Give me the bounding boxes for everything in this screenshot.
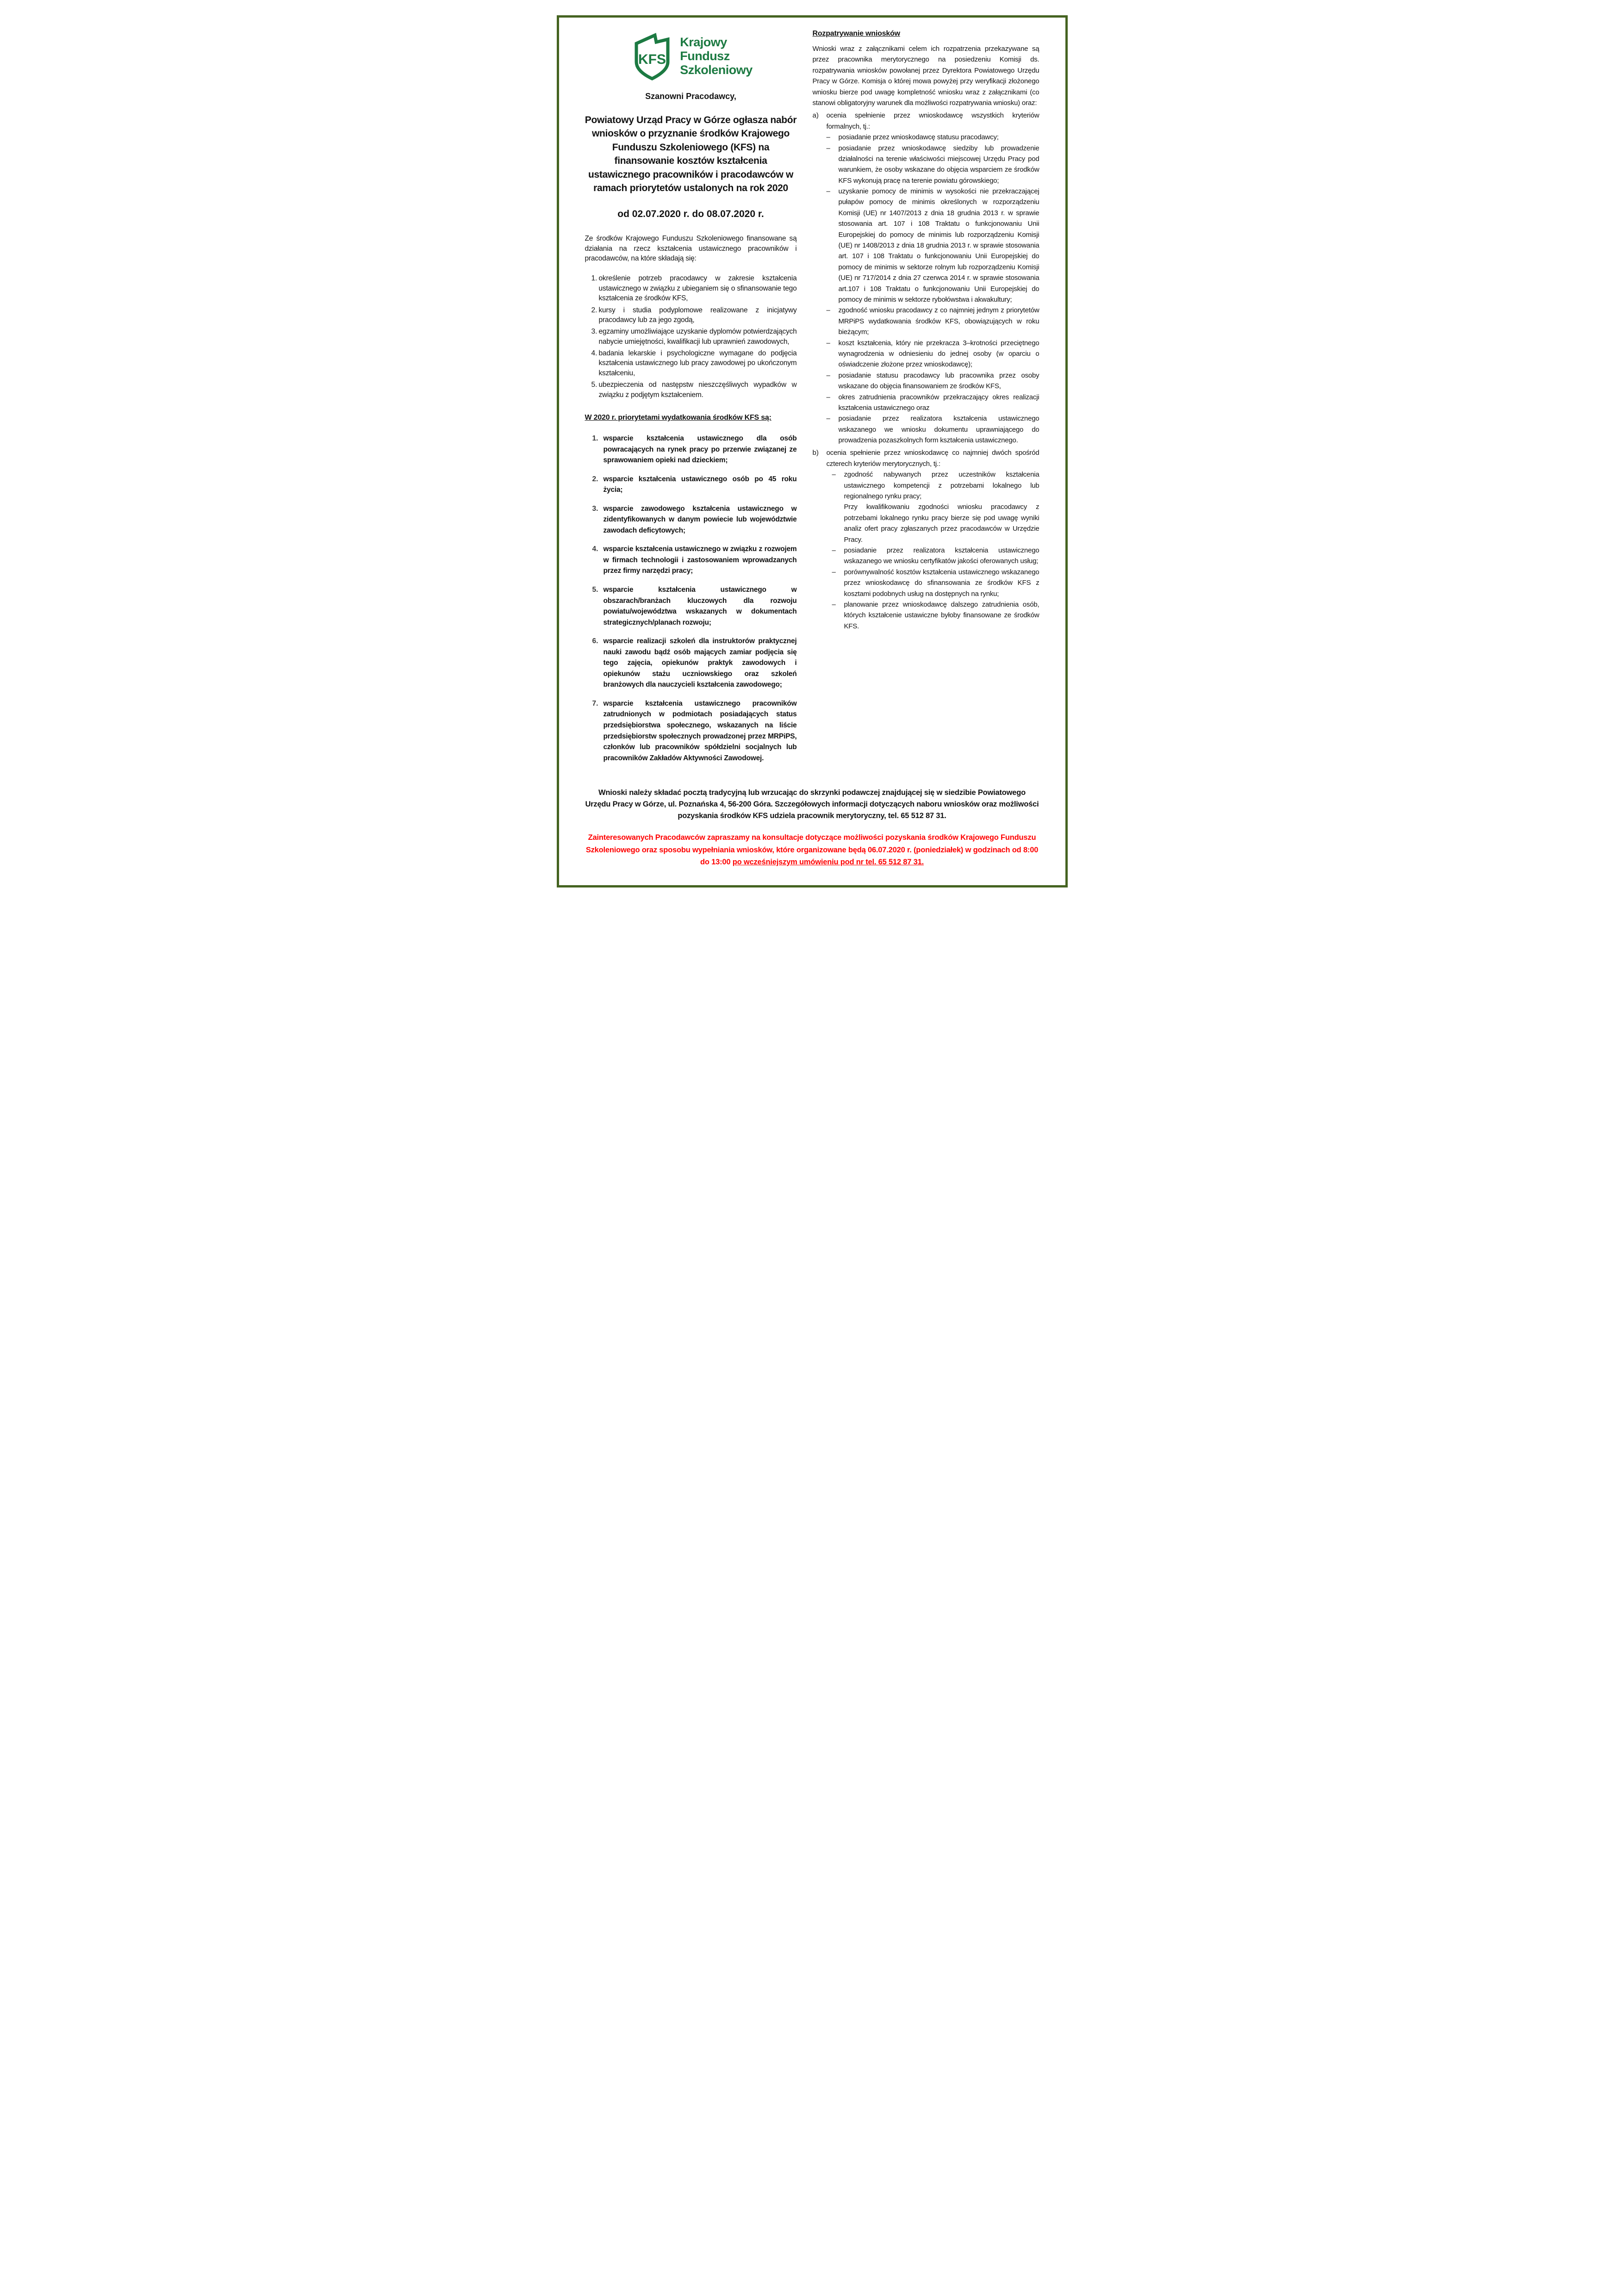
list-item-text: określenie potrzeb pracodawcy w zakresie kształcenia ustawicznego w związku z ubieganiem się o sfinansowanie tego kształcenia ze środków KFS, bbox=[598, 274, 797, 303]
priority-item bbox=[585, 698, 797, 763]
criteria-group-a bbox=[813, 110, 1039, 132]
priority-item bbox=[585, 503, 797, 536]
formal-criterion-item bbox=[827, 370, 1039, 392]
list-item-text: wsparcie kształcenia ustawicznego pracowników zatrudnionych w podmiotach posiadających status przedsiębiorstwa społecznego, wskazanych na liście przedsiębiorstw społecznych prowadzonej przez MRPiPS, członków lub pracowników spółdzielni socjalnych lub pracowników Zakładów Aktywności Zawodowej. bbox=[603, 699, 797, 762]
priority-item bbox=[585, 584, 797, 628]
formal-criterion-item bbox=[827, 186, 1039, 305]
left-intro-paragraph: Ze środków Krajowego Funduszu Szkoleniowego finansowane są działania na rzecz kształcenia ustawicznego pracowników i pracodawców, na które składają się: bbox=[585, 235, 797, 263]
dash-marker: – bbox=[826, 187, 830, 196]
dash-marker: – bbox=[826, 306, 830, 315]
logo-word-1: Krajowy bbox=[680, 35, 727, 50]
list-item-text: wsparcie kształcenia ustawicznego w związku z rozwojem w firmach technologii i zastosowaniem wprowadzanych przez firmy narzędzi pracy; bbox=[603, 545, 797, 575]
list-item-number: 4. bbox=[592, 545, 598, 553]
criterion-text-wrap bbox=[844, 567, 1039, 599]
priority-item bbox=[585, 433, 797, 466]
list-item-text: wsparcie kształcenia ustawicznego osób po 45 roku życia; bbox=[603, 475, 797, 494]
priority-item bbox=[585, 636, 797, 690]
criterion-text: uzyskanie pomocy de minimis w wysokości nie przekraczającej pułapów pomocy de minimis określonych w rozporządzeniu Komisji (UE) nr 1407/2013 z dnia 18 grudnia 2013 r. w sprawie stosowania art. 107 i 108 Traktatu o funkcjonowaniu Unii Europejskiej do pomocy de minimis lub rozporządzeniu Komisji (UE) nr 1408/2013 z dnia 18 grudnia 2013 r. w sprawie stosowania art. 107 i 108 Traktatu o funkcjonowaniu Unii Europejskiej do pomocy de minimis w sektorze rolnym lub rozporządzeniu Komisji (UE) nr 717/2014 z dnia 27 czerwca 2014 r. w sprawie stosowania art.107 i 108 Traktatu o funkcjonowaniu Unii Europejskiej do pomocy de minimis w sektorze rybołówstwa i akwakultury; bbox=[838, 187, 1039, 304]
list-item-text: wsparcie realizacji szkoleń dla instruktorów praktycznej nauki zawodu bądź osób mających zamiar podjęcia się tego zajęcia, opiekunów praktyk zawodowych i opiekunów stażu uczniowskiego oraz szkoleń branżowych dla nauczycieli kształcenia zawodowego; bbox=[603, 637, 797, 689]
list-item-text: ubezpieczenia od następstw nieszczęśliwych wypadków w związku z podjętym kształceniem. bbox=[598, 381, 797, 399]
dash-marker: – bbox=[826, 339, 830, 347]
criteria-group-b-label: b) bbox=[812, 449, 819, 457]
kfs-logo-wordmark bbox=[680, 36, 753, 77]
logo-word-3: Szkoleniowy bbox=[680, 62, 753, 77]
formal-criterion-item bbox=[827, 413, 1039, 446]
formal-criterion-item bbox=[827, 305, 1039, 337]
kfs-action-item bbox=[585, 380, 797, 400]
criterion-text-wrap bbox=[839, 305, 1039, 337]
consultation-invite-underlined: po wcześniejszym umówieniu pod nr tel. 65 512 87 31. bbox=[732, 858, 924, 867]
formal-criterion-item bbox=[827, 338, 1039, 370]
criterion-text-wrap bbox=[839, 370, 1039, 392]
criterion-text: zgodność nabywanych przez uczestników kształcenia ustawicznego kompetencji z potrzebami lokalnego lub regionalnego rynku pracy; bbox=[844, 471, 1039, 501]
kfs-action-item bbox=[585, 327, 797, 347]
list-item-text: wsparcie zawodowego kształcenia ustawicznego w zidentyfikowanych w danym powiecie lub województwie zawodach deficytowych; bbox=[603, 504, 797, 534]
criterion-note: Przy kwalifikowaniu zgodności wniosku pracodawcy z potrzebami lokalnego rynku pracy bierze się pod uwagę wyniki analiz ofert pracy zgłaszanych przez pracodawców w Urzędzie Pracy. bbox=[844, 503, 1039, 544]
criterion-text-wrap bbox=[839, 186, 1039, 305]
list-item-text: badania lekarskie i psychologiczne wymagane do podjęcia kształcenia ustawicznego lub pracy zawodowej po ukończonym kształceniu, bbox=[598, 349, 797, 377]
kfs-action-item bbox=[585, 348, 797, 378]
kfs-action-item bbox=[585, 273, 797, 303]
criterion-text: koszt kształcenia, który nie przekracza 3–krotności przeciętnego wynagrodzenia w odniesieniu do jednej osoby (w oparciu o oświadczenie złożone przez wnioskodawcę); bbox=[838, 339, 1039, 369]
criterion-text: posiadanie przez realizatora kształcenia ustawicznego wskazanego we wniosku dokumentu uprawniającego do prowadzenia pozaszkolnych form kształcenia ustawicznego. bbox=[838, 415, 1039, 445]
merit-criterion-item bbox=[832, 567, 1039, 599]
two-column-layout bbox=[585, 30, 1039, 771]
criterion-text-wrap bbox=[839, 338, 1039, 370]
criterion-text: posiadanie statusu pracodawcy lub pracownika przez osoby wskazane do objęcia finansowaniem ze środków KFS, bbox=[838, 371, 1039, 391]
dash-marker: – bbox=[832, 546, 836, 554]
criterion-text: porównywalność kosztów kształcenia ustawicznego wskazanego przez wnioskodawcę do sfinansowania ze środków KFS z kosztami podobnych usług na dostępnych na rynku; bbox=[844, 568, 1039, 598]
criterion-text: posiadanie przez realizatora kształcenia ustawicznego wskazanego we wniosku certyfikatów jakości oferowanych usług; bbox=[844, 546, 1039, 565]
page-green-frame bbox=[557, 15, 1068, 887]
priorities-list bbox=[585, 433, 797, 763]
list-item-number: 4. bbox=[591, 349, 597, 358]
criterion-text-wrap bbox=[839, 132, 1039, 143]
criterion-text-wrap bbox=[839, 413, 1039, 446]
criterion-text: posiadanie przez wnioskodawcę siedziby lub prowadzenie działalności na terenie właściwości miejscowej Urzędu Pracy pod warunkiem, że osoby wskazane do objęcia wsparciem ze środków KFS wykonują pracę na terenie powiatu górowskiego; bbox=[838, 144, 1039, 185]
kfs-shield-icon bbox=[629, 32, 673, 81]
list-item-number: 2. bbox=[591, 306, 597, 314]
priority-item bbox=[585, 544, 797, 577]
criterion-text-wrap bbox=[839, 143, 1039, 186]
formal-criterion-item bbox=[827, 143, 1039, 186]
dash-marker: – bbox=[826, 393, 830, 401]
formal-criteria-list bbox=[813, 132, 1039, 446]
list-item-text: wsparcie kształcenia ustawicznego w obszarach/branżach kluczowych dla rozwoju powiatu/województwa wskazanych w dokumentach strategicznych/planach rozwoju; bbox=[603, 585, 797, 627]
dash-marker: – bbox=[826, 144, 830, 152]
priorities-header: W 2020 r. priorytetami wydatkowania środków KFS są: bbox=[585, 413, 772, 422]
criterion-text-wrap bbox=[844, 469, 1039, 545]
formal-criterion-item bbox=[827, 392, 1039, 414]
kfs-shield-abbr: KFS bbox=[638, 52, 666, 67]
dash-marker: – bbox=[826, 415, 830, 423]
dash-marker: – bbox=[832, 568, 836, 576]
list-item-number: 5. bbox=[592, 585, 598, 594]
criteria-group-b bbox=[813, 447, 1039, 469]
list-item-number: 1. bbox=[592, 434, 598, 442]
dash-marker: – bbox=[832, 600, 836, 608]
criterion-text-wrap bbox=[844, 599, 1039, 632]
left-column bbox=[585, 30, 797, 771]
list-item-number: 3. bbox=[591, 328, 597, 336]
criterion-text-wrap bbox=[839, 392, 1039, 414]
criteria-group-a-label: a) bbox=[812, 112, 819, 120]
merit-criterion-item bbox=[832, 469, 1039, 545]
priority-item bbox=[585, 474, 797, 496]
announcement-title: Powiatowy Urząd Pracy w Górze ogłasza nabór wniosków o przyznanie środków Krajowego Funduszu Szkoleniowego (KFS) na finansowanie kosztów kształcenia ustawicznego pracowników i pracodawców w ramach priorytetów ustalonych na rok 2020 bbox=[585, 115, 797, 193]
criterion-text: planowanie przez wnioskodawcę dalszego zatrudnienia osób, których kształcenie ustawiczne byłoby finansowane ze środków KFS. bbox=[844, 600, 1039, 630]
review-section-header: Rozpatrywanie wniosków bbox=[812, 30, 900, 37]
dash-marker: – bbox=[826, 133, 830, 142]
kfs-logo bbox=[585, 32, 797, 81]
list-item-number: 7. bbox=[592, 699, 598, 707]
criterion-text: posiadanie przez wnioskodawcę statusu pracodawcy; bbox=[838, 133, 999, 142]
submission-date-range: od 02.07.2020 r. do 08.07.2020 r. bbox=[617, 209, 764, 220]
merit-criterion-item bbox=[832, 599, 1039, 632]
list-item-number: 5. bbox=[591, 381, 597, 389]
criteria-group-a-text: ocenia spełnienie przez wnioskodawcę wszystkich kryteriów formalnych, tj.: bbox=[826, 112, 1039, 130]
merit-criterion-item bbox=[832, 545, 1039, 567]
logo-word-2: Fundusz bbox=[680, 49, 730, 63]
kfs-actions-list bbox=[585, 273, 797, 400]
criterion-text-wrap bbox=[844, 545, 1039, 567]
review-intro-paragraph: Wnioski wraz z załącznikami celem ich rozpatrzenia przekazywane są przez pracownika merytorycznego na posiedzeniu Komisji ds. rozpatrywania wniosków powołanej przez Dyrektora Powiatowego Urzędu Pracy w Górze. Komisja o której mowa powyżej przy weryfikacji złożonego wniosku bierze pod uwagę kompletność wniosku wraz z załącznikami (co stanowi obligatoryjny warunek dla możliwości rozpatrywania wniosku) oraz: bbox=[812, 45, 1039, 107]
merit-criteria-list bbox=[813, 469, 1039, 632]
list-item-text: wsparcie kształcenia ustawicznego dla osób powracających na rynek pracy po przerwie związanej ze sprawowaniem opieki nad dzieckiem; bbox=[603, 434, 797, 465]
right-column bbox=[813, 30, 1039, 632]
consultation-invite-main: Zainteresowanych Pracodawców zapraszamy na konsultacje dotyczące możliwości pozyskania środków Krajowego Funduszu Szkoleniowego oraz sposobu wypełniania wniosków, które organizowane będą 06.07.2020 r. (poniedziałek) w godzinach od 8:00 do 13:00 bbox=[585, 833, 1039, 867]
submission-info-paragraph: Wnioski należy składać pocztą tradycyjną lub wrzucając do skrzynki podawczej znajdującej się w siedzibie Powiatowego Urzędu Pracy w Górze, ul. Poznańska 4, 56-200 Góra. Szczegółowych informacji dotyczących naboru wniosków oraz możliwości pozyskania środków KFS udziela pracownik merytoryczny, tel. 65 512 87 31. bbox=[585, 788, 1039, 820]
list-item-number: 3. bbox=[592, 504, 598, 513]
criteria-group-b-text: ocenia spełnienie przez wnioskodawcę co najmniej dwóch spośród czterech kryteriów merytorycznych, tj.: bbox=[826, 449, 1039, 468]
consultation-invite-paragraph bbox=[585, 832, 1039, 868]
formal-criterion-item bbox=[827, 132, 1039, 143]
kfs-action-item bbox=[585, 305, 797, 325]
salutation: Szanowni Pracodawcy, bbox=[645, 92, 736, 101]
criterion-text: okres zatrudnienia pracowników przekraczający okres realizacji kształcenia ustawicznego oraz bbox=[838, 393, 1039, 412]
list-item-text: egzaminy umożliwiające uzyskanie dyplomów potwierdzających nabycie umiejętności, kwalifikacji lub uprawnień zawodowych, bbox=[598, 328, 797, 346]
criterion-text: zgodność wniosku pracodawcy z co najmniej jednym z priorytetów MRPiPS wydatkowania środków KFS, obowiązujących w roku bieżącym; bbox=[838, 306, 1039, 336]
list-item-number: 6. bbox=[592, 637, 598, 645]
list-item-text: kursy i studia podyplomowe realizowane z inicjatywy pracodawcy lub za jego zgodą, bbox=[598, 306, 797, 324]
announcement-page bbox=[541, 0, 1083, 903]
list-item-number: 2. bbox=[592, 475, 598, 483]
dash-marker: – bbox=[832, 471, 836, 479]
dash-marker: – bbox=[826, 371, 830, 379]
list-item-number: 1. bbox=[591, 274, 597, 283]
